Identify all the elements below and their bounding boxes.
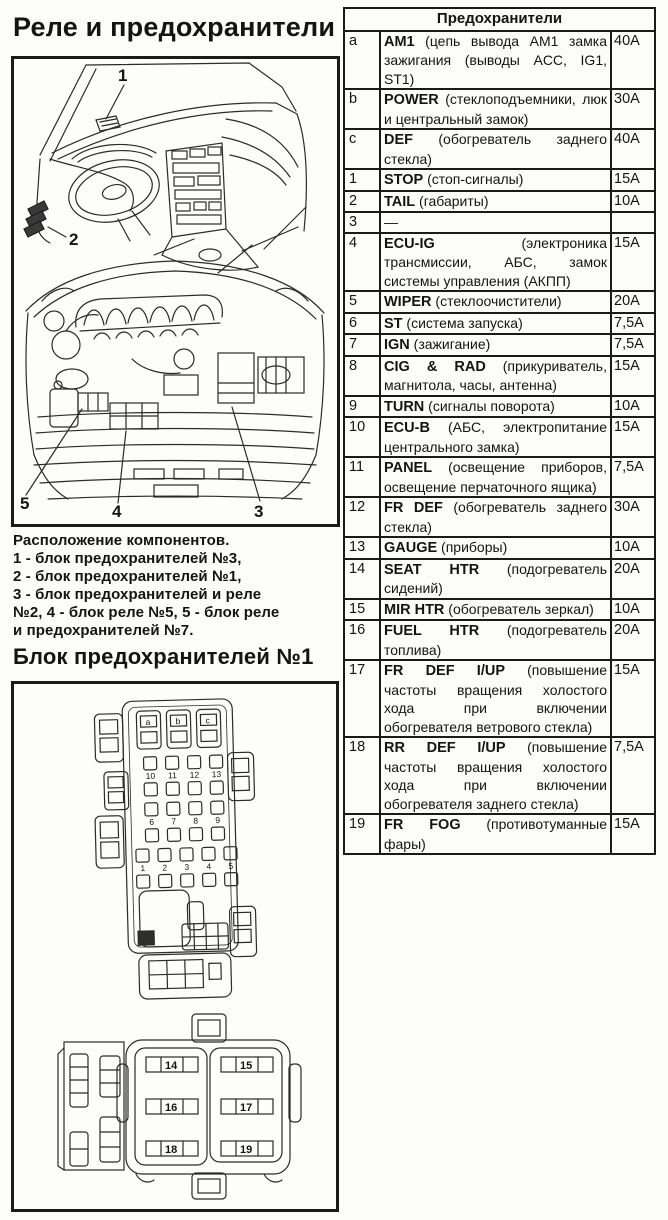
left-connector-unit xyxy=(58,1042,124,1170)
fuse-label-15: 15 xyxy=(240,1060,253,1072)
fuse-desc: AM1 (цепь вывода AM1 замка зажигания (выводы ACC, IG1, ST1) xyxy=(380,31,611,90)
fuse-id: 8 xyxy=(344,356,380,396)
fuse-desc: FR DEF I/UP (повышение частоты вращения холостого хода при включении обогревателя ветрового стекла) xyxy=(380,660,611,737)
fuse-id: 3 xyxy=(344,212,380,233)
fuse-amp xyxy=(611,212,655,233)
table-row xyxy=(344,417,655,457)
small-fuse xyxy=(136,849,149,862)
small-fuse xyxy=(166,782,179,795)
fuse-desc: PANEL (освещение приборов, освещение перчаточного ящика) xyxy=(380,457,611,497)
small-fuse xyxy=(167,802,180,815)
callout-5: 5 xyxy=(20,494,30,513)
small-fuse xyxy=(211,827,224,840)
small-fuse xyxy=(210,781,223,794)
fuse-id: 11 xyxy=(344,457,380,497)
small-fuse xyxy=(202,847,215,860)
small-fuse xyxy=(187,756,200,769)
fuse-amp: 10A xyxy=(611,191,655,213)
engine-drawing xyxy=(20,261,324,521)
fuse-label-19: 19 xyxy=(240,1144,253,1156)
table-row xyxy=(344,660,655,737)
fuse-panel-right xyxy=(210,1048,282,1162)
small-fuse xyxy=(165,756,178,769)
callout-2: 2 xyxy=(69,230,79,249)
relay-and-connectors xyxy=(137,889,232,999)
fuse-amp: 10A xyxy=(611,599,655,621)
fuse-desc: FUEL HTR (подогреватель топлива) xyxy=(380,620,611,660)
fuse-id: 18 xyxy=(344,737,380,814)
fuse-grid-label: 11 xyxy=(167,770,177,781)
fuse-desc: CIG & RAD (прикуриватель, магнитола, часы, антенна) xyxy=(380,356,611,396)
fuse-amp: 30A xyxy=(611,89,655,129)
fuse-id: 7 xyxy=(344,334,380,356)
svg-text:a: a xyxy=(145,716,151,727)
table-row xyxy=(344,356,655,396)
table-row xyxy=(344,334,655,356)
note-line: 1 - блок предохранителей №3, xyxy=(13,550,242,567)
fuse-desc: POWER (стеклоподъемники, люк и центральный замок) xyxy=(380,89,611,129)
fuse-desc: FR FOG (противотуманные фары) xyxy=(380,814,611,854)
small-fuse xyxy=(189,828,202,841)
fuse-label-14: 14 xyxy=(165,1060,178,1072)
fuse-desc: TAIL (габариты) xyxy=(380,191,611,213)
fuse-amp: 10A xyxy=(611,537,655,559)
lower-assembly xyxy=(58,1014,301,1199)
fuse-grid xyxy=(133,755,237,889)
small-fuse xyxy=(158,848,171,861)
fuse-table xyxy=(343,7,656,855)
table-row xyxy=(344,737,655,814)
fuse-table-title: Предохранители xyxy=(344,8,655,31)
table-row xyxy=(344,31,655,90)
big-fuse-slot-b xyxy=(166,710,191,749)
fuse-desc: DEF (обогреватель заднего стекла) xyxy=(380,129,611,169)
fuse-desc: ECU-B (АБС, электропитание центрального замка) xyxy=(380,417,611,457)
note-line: 2 - блок предохранителей №1, xyxy=(13,568,242,585)
callout-4: 4 xyxy=(112,502,122,521)
note-line: и предохранителей №7. xyxy=(13,622,194,639)
fuse-table-body xyxy=(344,31,655,855)
fuse-amp: 15A xyxy=(611,169,655,191)
table-row xyxy=(344,396,655,418)
note-line: Расположение компонентов. xyxy=(13,532,230,549)
small-fuse xyxy=(209,755,222,768)
fuse-amp: 7,5A xyxy=(611,334,655,356)
table-row xyxy=(344,313,655,335)
component-location-note xyxy=(13,532,341,640)
small-fuse xyxy=(188,782,201,795)
fuse-grid-label: 7 xyxy=(171,816,177,827)
fuse-id: 1 xyxy=(344,169,380,191)
small-fuse xyxy=(189,802,202,815)
fuse-grid-label: 9 xyxy=(215,815,221,826)
fuse-grid-label: 8 xyxy=(193,815,199,826)
table-row xyxy=(344,814,655,854)
component-location-drawing xyxy=(14,59,337,524)
fuse-id: c xyxy=(344,129,380,169)
fuse-grid-label: 1 xyxy=(140,863,146,874)
fuse-grid-label: 3 xyxy=(184,861,190,872)
fuse-desc: — xyxy=(380,212,611,233)
fuse-grid-label: 5 xyxy=(228,860,234,871)
fuse-id: b xyxy=(344,89,380,129)
fuse-amp: 15A xyxy=(611,417,655,457)
fuse-grid-label: 10 xyxy=(145,770,156,781)
fuse-desc: SEAT HTR (подогреватель сидений) xyxy=(380,559,611,599)
svg-text:b: b xyxy=(175,716,181,727)
table-row xyxy=(344,233,655,292)
table-row xyxy=(344,191,655,213)
fuse-amp: 10A xyxy=(611,396,655,418)
fuse-id: 5 xyxy=(344,291,380,313)
table-row xyxy=(344,169,655,191)
fuse-id: 13 xyxy=(344,537,380,559)
note-line: №2, 4 - блок реле №5, 5 - блок реле xyxy=(13,604,280,621)
fuse-grid-label: 13 xyxy=(211,769,222,780)
fuse-desc: ST (система запуска) xyxy=(380,313,611,335)
fusebox1-heading: Блок предохранителей №1 xyxy=(13,644,314,669)
fusebox1-drawing xyxy=(14,684,336,1209)
fuse-desc: GAUGE (приборы) xyxy=(380,537,611,559)
dashboard-drawing xyxy=(24,63,306,273)
table-row xyxy=(344,620,655,660)
fuse-id: 15 xyxy=(344,599,380,621)
fuse-desc: TURN (сигналы поворота) xyxy=(380,396,611,418)
small-fuse xyxy=(145,803,158,816)
fuse-desc: FR DEF (обогреватель заднего стекла) xyxy=(380,497,611,537)
fuse-desc: STOP (стоп-сигналы) xyxy=(380,169,611,191)
component-location-figure xyxy=(11,56,340,527)
fuse-grid-label: 2 xyxy=(162,862,168,873)
fuse-amp: 30A xyxy=(611,497,655,537)
callout-1: 1 xyxy=(118,66,128,85)
fuse-id: 14 xyxy=(344,559,380,599)
fuse-id: 16 xyxy=(344,620,380,660)
fuse-amp: 7,5A xyxy=(611,313,655,335)
fuse-id: 4 xyxy=(344,233,380,292)
fuse-grid-label: 12 xyxy=(189,769,200,780)
fuse-id: a xyxy=(344,31,380,90)
fuse-amp: 20A xyxy=(611,620,655,660)
fuse-desc: ECU-IG (электроника трансмиссии, АБС, замок системы управления (АКПП) xyxy=(380,233,611,292)
small-fuse xyxy=(181,874,194,887)
fuse-id: 17 xyxy=(344,660,380,737)
table-row xyxy=(344,291,655,313)
fuse-label-16: 16 xyxy=(165,1102,178,1114)
fuse-desc: WIPER (стеклоочистители) xyxy=(380,291,611,313)
fuse-id: 19 xyxy=(344,814,380,854)
small-fuse xyxy=(144,783,157,796)
table-row xyxy=(344,129,655,169)
fuse-amp: 15A xyxy=(611,814,655,854)
note-line: 3 - блок предохранителей и реле xyxy=(13,586,262,603)
fusebox1-location-mark xyxy=(24,201,48,237)
small-fuse xyxy=(167,828,180,841)
small-fuse xyxy=(203,873,216,886)
fuse-amp: 7,5A xyxy=(611,737,655,814)
fuse-desc: RR DEF I/UP (повышение частоты вращения холостого хода при включении обогревателя заднего стекла) xyxy=(380,737,611,814)
fuse-label-17: 17 xyxy=(240,1102,253,1114)
fuse-amp: 15A xyxy=(611,233,655,292)
big-fuse-slot-a xyxy=(136,711,161,750)
table-row xyxy=(344,89,655,129)
table-row xyxy=(344,497,655,537)
big-fuse-slot-c xyxy=(196,709,221,748)
fuse-grid-label: 4 xyxy=(206,861,212,872)
fuse-id: 10 xyxy=(344,417,380,457)
fuse-id: 12 xyxy=(344,497,380,537)
table-row xyxy=(344,212,655,233)
fuse-desc: IGN (зажигание) xyxy=(380,334,611,356)
page-title: Реле и предохранители xyxy=(13,12,336,42)
fuse-amp: 40A xyxy=(611,129,655,169)
fuse-amp: 15A xyxy=(611,660,655,737)
fuse-id: 2 xyxy=(344,191,380,213)
svg-text:c: c xyxy=(205,715,210,726)
fuse-amp: 7,5A xyxy=(611,457,655,497)
small-fuse xyxy=(145,829,158,842)
fusebox1-figure xyxy=(11,681,339,1212)
fuse-label-18: 18 xyxy=(165,1144,178,1156)
fuse-panel-left xyxy=(135,1048,207,1165)
small-fuse xyxy=(211,801,224,814)
small-fuse xyxy=(159,874,172,887)
small-fuse xyxy=(143,757,156,770)
table-row xyxy=(344,559,655,599)
fuse-amp: 20A xyxy=(611,559,655,599)
fuse-table-header-row xyxy=(344,8,655,31)
table-row xyxy=(344,537,655,559)
fuse-id: 6 xyxy=(344,313,380,335)
small-fuse xyxy=(137,875,150,888)
small-fuse xyxy=(180,848,193,861)
fuse-amp: 20A xyxy=(611,291,655,313)
table-row xyxy=(344,457,655,497)
table-row xyxy=(344,599,655,621)
fuse-grid-label: 6 xyxy=(149,816,155,827)
fuse-id: 9 xyxy=(344,396,380,418)
fuse-desc: MIR HTR (обогреватель зеркал) xyxy=(380,599,611,621)
fuse-amp: 40A xyxy=(611,31,655,90)
callout-3: 3 xyxy=(254,502,264,521)
fuse-amp: 15A xyxy=(611,356,655,396)
